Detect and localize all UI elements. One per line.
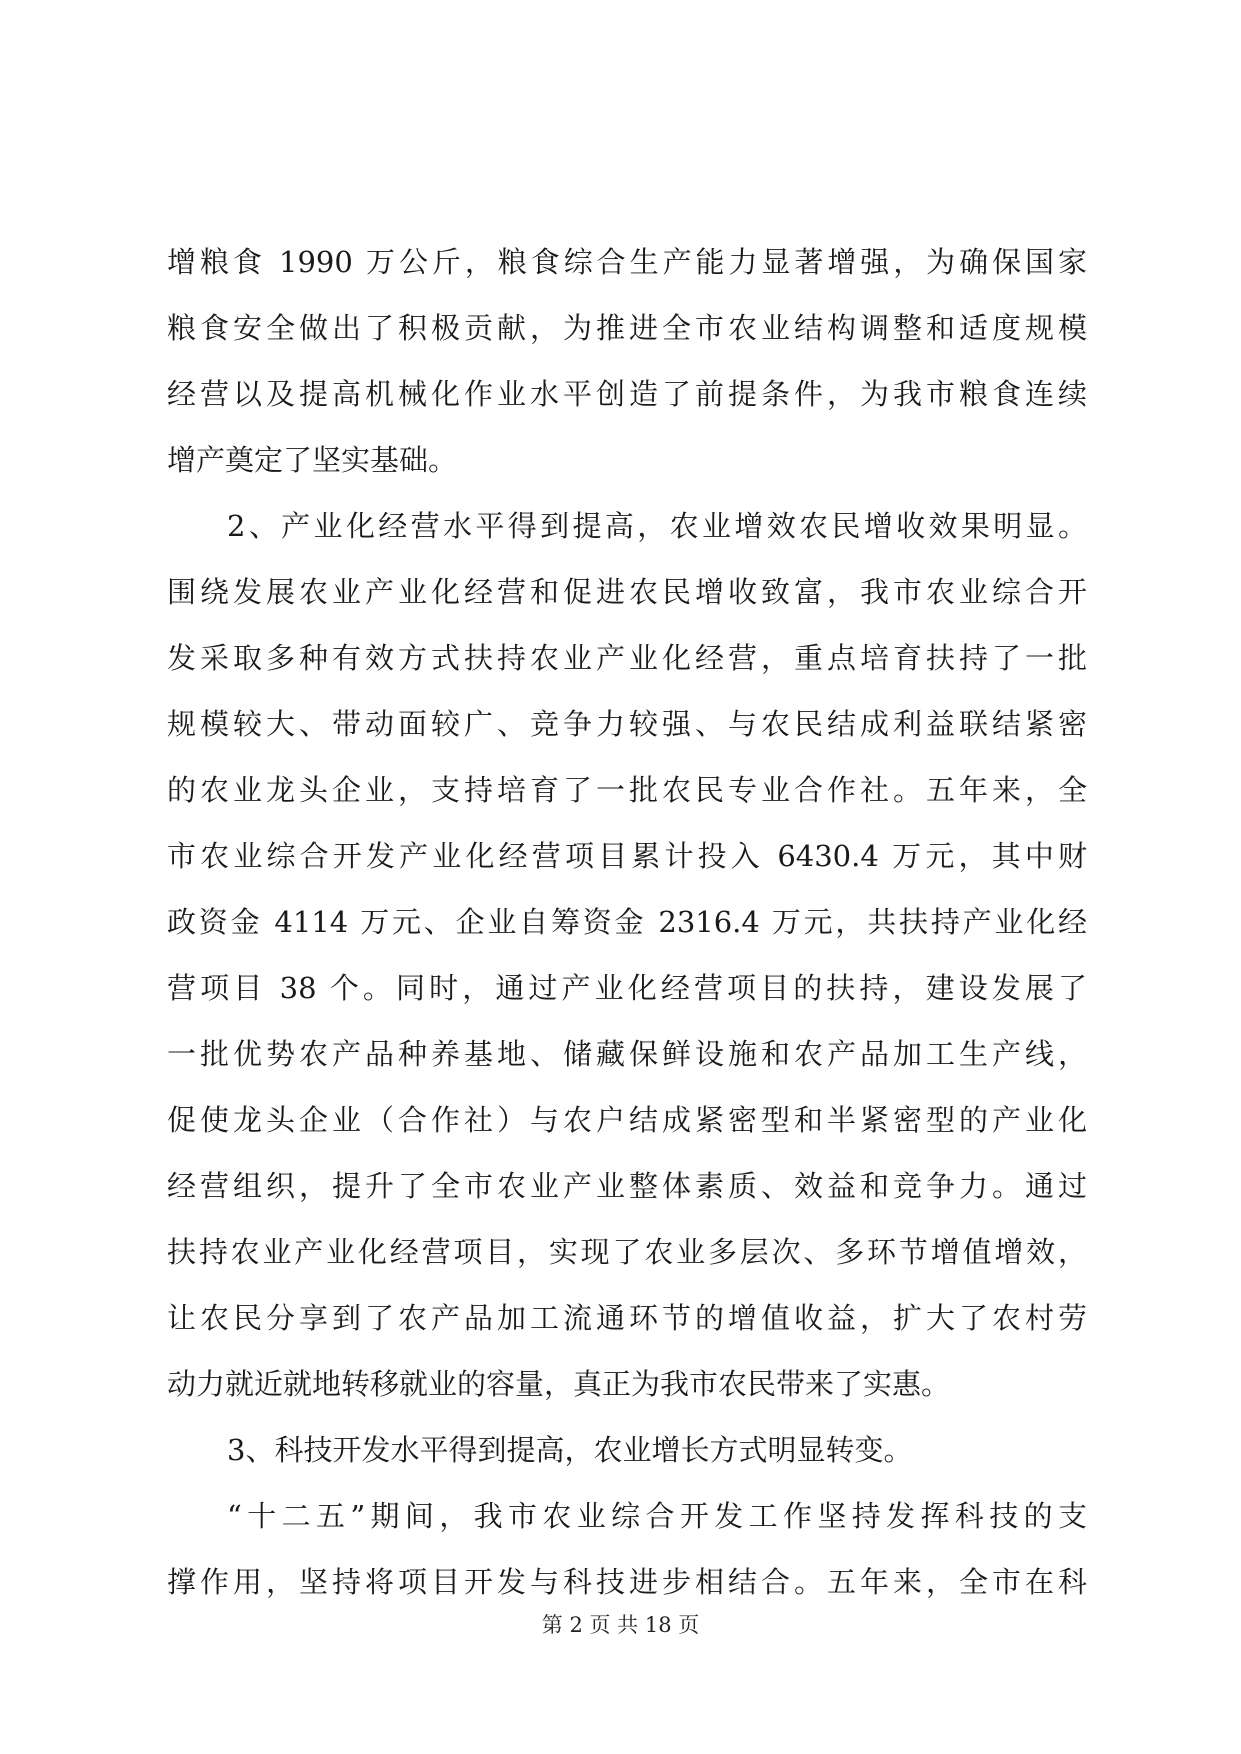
text-line: 围绕发展农业产业化经营和促进农民增收致富，我市农业综合开 bbox=[167, 575, 1087, 609]
text-line: 营项目 38 个。同时，通过产业化经营项目的扶持，建设发展了 bbox=[167, 971, 1087, 1005]
text-line: 粮食安全做出了积极贡献，为推进全市农业结构调整和适度规模 bbox=[167, 311, 1087, 345]
text-line: 发采取多种有效方式扶持农业产业化经营，重点培育扶持了一批 bbox=[167, 641, 1087, 675]
text-line: 规模较大、带动面较广、竞争力较强、与农民结成利益联结紧密 bbox=[167, 707, 1087, 741]
text-line: 市农业综合开发产业化经营项目累计投入 6430.4 万元，其中财 bbox=[167, 839, 1087, 873]
text-line: 动力就近就地转移就业的容量，真正为我市农民带来了实惠。 bbox=[167, 1367, 951, 1401]
text-line: 促使龙头企业（合作社）与农户结成紧密型和半紧密型的产业化 bbox=[167, 1103, 1087, 1137]
text-line: 经营以及提高机械化作业水平创造了前提条件，为我市粮食连续 bbox=[167, 377, 1087, 411]
page-number-footer: 第 2 页 共 18 页 bbox=[541, 1613, 700, 1637]
text-line: “十二五”期间，我市农业综合开发工作坚持发挥科技的支 bbox=[227, 1499, 1087, 1533]
text-line: 让农民分享到了农产品加工流通环节的增值收益，扩大了农村劳 bbox=[167, 1301, 1087, 1335]
body-text bbox=[167, 229, 1087, 1615]
text-line: 政资金 4114 万元、企业自筹资金 2316.4 万元，共扶持产业化经 bbox=[167, 905, 1087, 939]
section-heading-2: 2、产业化经营水平得到提高，农业增效农民增收效果明显。 bbox=[227, 509, 1087, 543]
text-line: 一批优势农产品种养基地、储藏保鲜设施和农产品加工生产线， bbox=[167, 1037, 1087, 1071]
text-line: 撑作用，坚持将项目开发与科技进步相结合。五年来，全市在科 bbox=[167, 1565, 1087, 1599]
text-line: 的农业龙头企业，支持培育了一批农民专业合作社。五年来，全 bbox=[167, 773, 1087, 807]
text-line: 增粮食 1990 万公斤，粮食综合生产能力显著增强，为确保国家 bbox=[167, 245, 1087, 279]
text-line: 扶持农业产业化经营项目，实现了农业多层次、多环节增值增效， bbox=[167, 1235, 1087, 1269]
text-line: 经营组织，提升了全市农业产业整体素质、效益和竞争力。通过 bbox=[167, 1169, 1087, 1203]
text-line: 增产奠定了坚实基础。 bbox=[167, 443, 458, 477]
section-heading-3: 3、科技开发水平得到提高，农业增长方式明显转变。 bbox=[227, 1433, 913, 1467]
